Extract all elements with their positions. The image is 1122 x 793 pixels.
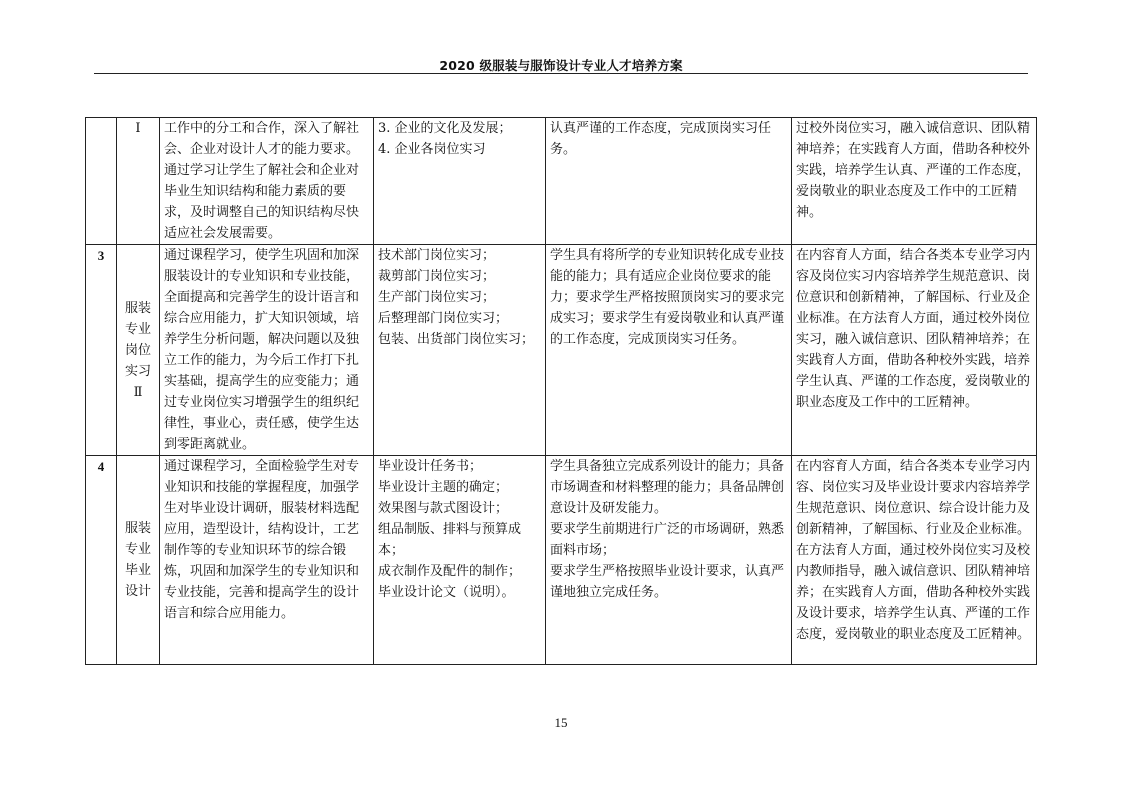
row-number-cell [86,118,117,245]
row-number-cell: 4 [86,456,117,665]
table-row [86,456,1037,665]
course-name-cell: 服装 专业 岗位 实习 Ⅱ [117,245,160,456]
page-number: 15 [554,715,568,730]
table-row [86,245,1037,456]
row-number-cell: 3 [86,245,117,456]
course-name-cell: Ⅰ [117,118,160,245]
course-content-cell: 技术部门岗位实习； 裁剪部门岗位实习； 生产部门岗位实习； 后整理部门岗位实习； 包装、出货部门岗位实习； [374,245,546,456]
training-plan-table [85,117,1037,665]
course-goal-cell: 通过课程学习，使学生巩固和加深服装设计的专业知识和专业技能，全面提高和完善学生的设计语言和综合应用能力，扩大知识领域，培养学生分析问题，解决问题以及独立工作的能力，为今后工作打下扎实基础，提高学生的应变能力；通过专业岗位实习增强学生的组织纪律性，事业心，责任感，使学生达到零距离就业。 [160,245,374,456]
course-name-cell: 服装 专业 毕业 设计 [117,456,160,665]
ideological-education-cell: 在内容育人方面，结合各类本专业学习内容、岗位实习及毕业设计要求内容培养学生规范意识、岗位意识、综合设计能力及创新精神，了解国标、行业及企业标准。在方法育人方面，通过校外岗位实习及校内教师指导，融入诚信意识、团队精神培养；在实践育人方面，借助各种校外实践及设计要求，培养学生认真、严谨的工作态度，爱岗敬业的职业态度及工匠精神。 [792,456,1037,665]
course-requirement-cell: 认真严谨的工作态度，完成顶岗实习任务。 [546,118,792,245]
document-header-title: 2020 级服装与服饰设计专业人才培养方案 [439,58,683,73]
ideological-education-cell: 在内容育人方面，结合各类本专业学习内容及岗位实习内容培养学生规范意识、岗位意识和创新精神，了解国标、行业及企业标准。在方法育人方面，通过校外岗位实习，融入诚信意识、团队精神培养；在实践育人方面，借助各种校外实践，培养学生认真、严谨的工作态度，爱岗敬业的职业态度及工作中的工匠精神。 [792,245,1037,456]
course-goal-cell: 工作中的分工和合作，深入了解社会、企业对设计人才的能力要求。 通过学习让学生了解社会和企业对毕业生知识结构和能力素质的要求，及时调整自己的知识结构尽快适应社会发展需要。 [160,118,374,245]
course-content-cell: 毕业设计任务书； 毕业设计主题的确定； 效果图与款式图设计； 组品制版、排料与预算成本； 成衣制作及配件的制作； 毕业设计论文（说明）。 [374,456,546,665]
header-divider [94,73,1028,74]
course-goal-cell: 通过课程学习，全面检验学生对专业知识和技能的掌握程度，加强学生对毕业设计调研，服装材料选配应用，造型设计，结构设计，工艺制作等的专业知识环节的综合锻炼，巩固和加深学生的专业知识和专业技能，完善和提高学生的设计语言和综合应用能力。 [160,456,374,665]
ideological-education-cell: 过校外岗位实习，融入诚信意识、团队精神培养；在实践育人方面，借助各种校外实践，培养学生认真、严谨的工作态度，爱岗敬业的职业态度及工作中的工匠精神。 [792,118,1037,245]
course-requirement-cell: 学生具备独立完成系列设计的能力；具备市场调查和材料整理的能力；具备品牌创意设计及研发能力。 要求学生前期进行广泛的市场调研，熟悉面料市场； 要求学生严格按照毕业设计要求，认真严谨地独立完成任务。 [546,456,792,665]
course-content-cell: 3. 企业的文化及发展； 4. 企业各岗位实习 [374,118,546,245]
table-row [86,118,1037,245]
course-requirement-cell: 学生具有将所学的专业知识转化成专业技能的能力；具有适应企业岗位要求的能力；要求学生严格按照顶岗实习的要求完成实习；要求学生有爱岗敬业和认真严谨的工作态度，完成顶岗实习任务。 [546,245,792,456]
